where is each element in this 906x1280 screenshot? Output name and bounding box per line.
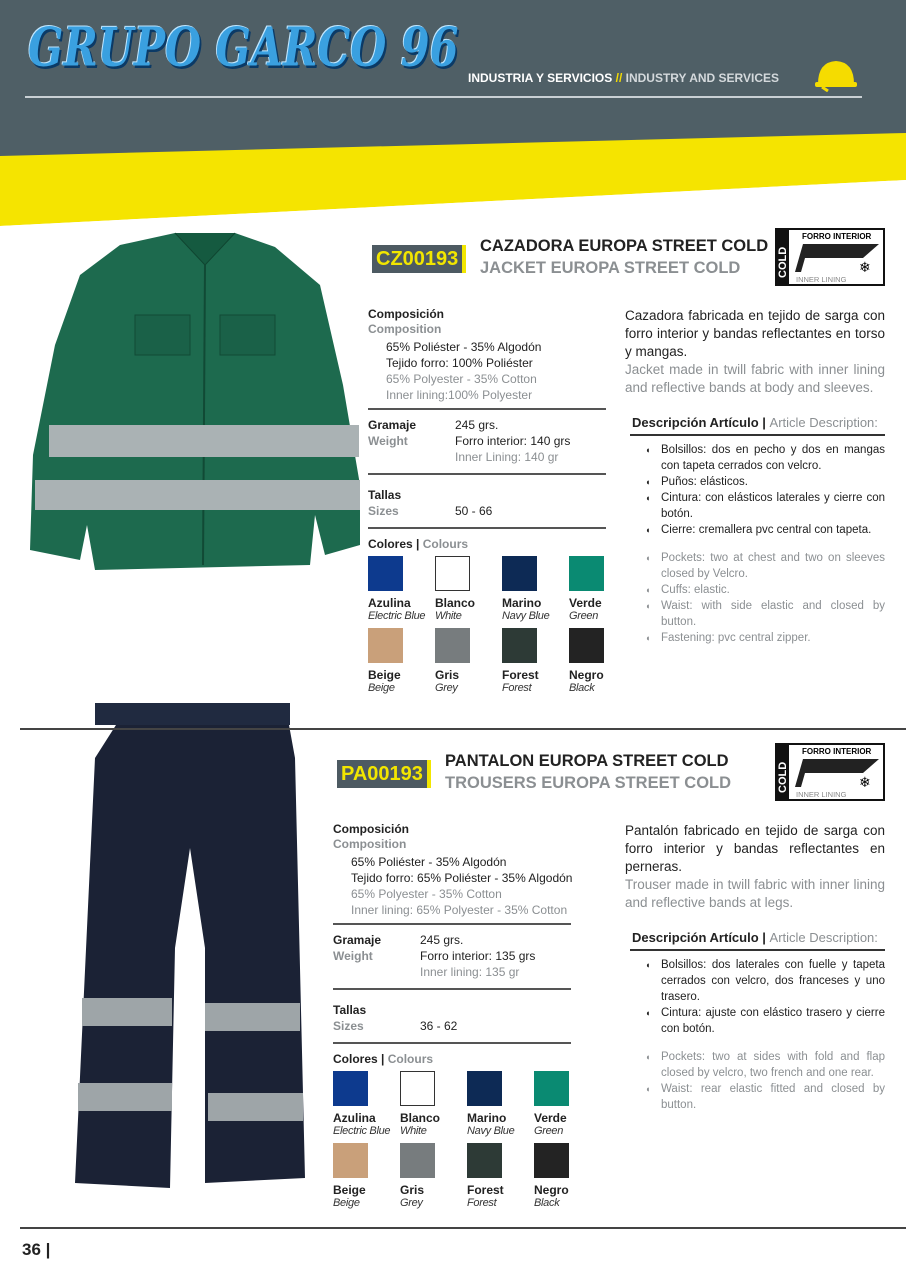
sizes-label-en: Sizes — [368, 504, 399, 518]
divider — [368, 527, 606, 529]
jacket-image — [25, 225, 365, 600]
composition-en-line: 65% Polyester - 35% Cotton — [386, 372, 537, 386]
weight-value-en: Inner lining: 135 gr — [420, 965, 520, 979]
colour-name-es: Gris — [400, 1183, 425, 1197]
colour-swatch-forest — [502, 628, 537, 663]
header-rule — [25, 96, 862, 98]
feature-item-es: ◖ Bolsillos: dos laterales con fuelle y tapeta cerrados con velcro, dos franceses y uno trasero. — [645, 957, 885, 1005]
divider — [630, 434, 885, 436]
colour-name-es: Beige — [333, 1183, 366, 1197]
colours-label-es: Colores — [368, 537, 413, 551]
composition-es-line: Tejido forro: 65% Poliéster - 35% Algodón — [351, 871, 573, 885]
tagline-es: INDUSTRIA Y SERVICIOS — [468, 71, 613, 85]
weight-value: Forro interior: 135 grs — [420, 949, 536, 963]
composition-en-line: Inner lining:100% Polyester — [386, 388, 533, 402]
composition-label-es: Composición — [333, 822, 410, 836]
tagline-separator: // — [615, 71, 623, 85]
feature-item-es: ◖ Bolsillos: dos en pecho y dos en mangas con tapeta cerrados con velcro. — [645, 442, 885, 474]
colour-swatch-beige — [333, 1143, 368, 1178]
features-heading: Descripción Artículo | Article Description: — [632, 415, 878, 430]
weight-label-en: Weight — [368, 434, 408, 448]
svg-text:COLD: COLD — [777, 246, 789, 278]
feature-item-en: ◖ Fastening: pvc central zipper. — [645, 630, 885, 646]
description-en: Jacket made in twill fabric with inner lining and reflective bands at body and sleeves. — [625, 362, 885, 395]
weight-value: 245 grs. — [455, 418, 499, 432]
features-gap — [645, 1037, 885, 1049]
divider — [333, 1042, 571, 1044]
colour-name-es: Forest — [502, 668, 539, 682]
colours-label-es: Colores — [333, 1052, 378, 1066]
colour-swatch-gris — [435, 628, 470, 663]
divider — [333, 988, 571, 990]
colour-swatch-verde — [534, 1071, 569, 1106]
product-title-en: TROUSERS EUROPA STREET COLD — [445, 774, 732, 792]
composition-label-es: Composición — [368, 307, 445, 321]
weight-value: 245 grs. — [420, 933, 464, 947]
colour-name-en: Forest — [502, 682, 532, 694]
colour-name-en: Grey — [435, 682, 458, 694]
cold-inner-lining-badge — [775, 228, 885, 286]
colour-swatch-beige — [368, 628, 403, 663]
colour-name-es: Negro — [569, 668, 604, 682]
svg-text:INNER LINING: INNER LINING — [796, 275, 847, 284]
sizes-value: 50 - 66 — [455, 504, 493, 518]
page-number: 36 | — [22, 1240, 51, 1259]
colours-label-en: Colours — [422, 537, 469, 551]
cold-inner-lining-badge — [775, 743, 885, 801]
colour-swatch-marino — [467, 1071, 502, 1106]
colour-swatch-blanco — [435, 556, 470, 591]
colour-name-es: Azulina — [368, 596, 411, 610]
colour-name-en: Black — [534, 1197, 560, 1209]
colour-name-es: Blanco — [435, 596, 476, 610]
composition-es-line: 65% Poliéster - 35% Algodón — [386, 340, 542, 354]
weight-value: Forro interior: 140 grs — [455, 434, 571, 448]
colour-swatch-marino — [502, 556, 537, 591]
tagline — [468, 71, 779, 85]
svg-text:INNER LINING: INNER LINING — [796, 790, 847, 799]
feature-item-es: ◖ Cierre: cremallera pvc central con tapeta. — [645, 522, 885, 538]
description-en: Trouser made in twill fabric with inner lining and reflective bands at legs. — [625, 877, 885, 910]
weight-label-es: Gramaje — [368, 418, 417, 432]
colour-name-es: Negro — [534, 1183, 569, 1197]
colour-swatch-azulina — [333, 1071, 368, 1106]
product-code: PA00193 — [337, 760, 431, 788]
product-title-es: PANTALON EUROPA STREET COLD — [445, 752, 729, 770]
tagline-en: INDUSTRY AND SERVICES — [625, 71, 779, 85]
composition-en-line: Inner lining: 65% Polyester - 35% Cotton — [351, 903, 568, 917]
colour-name-es: Marino — [467, 1111, 507, 1125]
colour-name-en: Grey — [400, 1197, 423, 1209]
colour-name-en: White — [435, 610, 462, 622]
colour-name-en: Forest — [467, 1197, 497, 1209]
colour-name-es: Verde — [569, 596, 602, 610]
divider — [630, 949, 885, 951]
features-heading-en: Article Description: — [769, 415, 878, 430]
features-gap — [645, 538, 885, 550]
features-list — [645, 957, 885, 1113]
colours-heading: Colores | Colours — [333, 1052, 434, 1066]
divider — [368, 408, 606, 410]
features-heading: Descripción Artículo | Article Description: — [632, 930, 878, 945]
logo: GRUPO GARCO 96 — [28, 16, 459, 79]
weight-label-en: Weight — [333, 949, 373, 963]
colour-name-es: Blanco — [400, 1111, 441, 1125]
colour-swatch-negro — [534, 1143, 569, 1178]
composition-label-en: Composition — [333, 837, 407, 851]
sizes-label-es: Tallas — [368, 488, 402, 502]
colour-swatch-azulina — [368, 556, 403, 591]
colour-name-es: Marino — [502, 596, 542, 610]
composition-es-line: Tejido forro: 100% Poliéster — [386, 356, 533, 370]
colour-name-en: Green — [569, 610, 599, 622]
feature-item-en: ◖ Waist: with side elastic and closed by button. — [645, 598, 885, 630]
colour-swatch-blanco — [400, 1071, 435, 1106]
svg-text:FORRO INTERIOR: FORRO INTERIOR — [802, 747, 872, 756]
colour-name-en: Black — [569, 682, 595, 694]
feature-item-en: ◖ Waist: rear elastic fitted and closed by button. — [645, 1081, 885, 1113]
feature-item-es: ◖ Puños: elásticos. — [645, 474, 885, 490]
feature-item-es: ◖ Cintura: ajuste con elástico trasero y cierre con botón. — [645, 1005, 885, 1037]
divider — [333, 923, 571, 925]
composition-en-line: 65% Polyester - 35% Cotton — [351, 887, 502, 901]
product-title-en: JACKET EUROPA STREET COLD — [480, 259, 741, 277]
composition-es-line: 65% Poliéster - 35% Algodón — [351, 855, 507, 869]
colour-name-en: Navy Blue — [467, 1125, 515, 1137]
colour-name-es: Beige — [368, 668, 401, 682]
product-title-es: CAZADORA EUROPA STREET COLD — [480, 237, 769, 255]
colour-swatch-gris — [400, 1143, 435, 1178]
colour-name-en: Electric Blue — [333, 1125, 391, 1137]
colour-swatch-verde — [569, 556, 604, 591]
colour-name-es: Gris — [435, 668, 460, 682]
section-divider — [20, 728, 906, 730]
description-es: Pantalón fabricado en tejido de sarga con forro interior y bandas reflectantes en perneras. — [625, 823, 885, 874]
description-es: Cazadora fabricada en tejido de sarga con forro interior y bandas reflectantes en torso y mangas. — [625, 308, 885, 359]
svg-text:FORRO INTERIOR: FORRO INTERIOR — [802, 232, 872, 241]
colour-swatch-negro — [569, 628, 604, 663]
trousers-image — [20, 698, 320, 1223]
colour-name-en: Beige — [333, 1197, 360, 1209]
colour-name-en: Navy Blue — [502, 610, 550, 622]
svg-text:COLD: COLD — [777, 761, 789, 793]
description-column — [625, 822, 887, 1113]
product-code: CZ00193 — [372, 245, 466, 273]
colour-name-en: Green — [534, 1125, 564, 1137]
colours-heading: Colores | Colours — [368, 537, 469, 551]
sizes-label-en: Sizes — [333, 1019, 364, 1033]
colours-label-en: Colours — [387, 1052, 434, 1066]
sizes-label-es: Tallas — [333, 1003, 367, 1017]
composition-label-en: Composition — [368, 322, 442, 336]
sizes-value: 36 - 62 — [420, 1019, 458, 1033]
feature-item-es: ◖ Cintura: con elásticos laterales y cierre con botón. — [645, 490, 885, 522]
page-number-value: 36 — [22, 1240, 41, 1259]
colour-name-en: White — [400, 1125, 427, 1137]
features-heading-es: Descripción Artículo — [632, 415, 759, 430]
colour-name-es: Azulina — [333, 1111, 376, 1125]
feature-item-en: ◖ Cuffs: elastic. — [645, 582, 885, 598]
colour-name-es: Verde — [534, 1111, 567, 1125]
weight-value-en: Inner Lining: 140 gr — [455, 450, 559, 464]
feature-item-en: ◖ Pockets: two at sides with fold and flap closed by velcro, two french and one rear. — [645, 1049, 885, 1081]
hard-hat-icon — [814, 58, 858, 92]
description-column — [625, 307, 887, 646]
features-heading-es: Descripción Artículo — [632, 930, 759, 945]
colour-name-en: Beige — [368, 682, 395, 694]
colour-name-es: Forest — [467, 1183, 504, 1197]
svg-text:❄: ❄ — [859, 259, 871, 275]
svg-text:❄: ❄ — [859, 774, 871, 790]
features-list — [645, 442, 885, 646]
colour-name-en: Electric Blue — [368, 610, 426, 622]
divider — [368, 473, 606, 475]
footer-rule — [20, 1227, 906, 1229]
weight-label-es: Gramaje — [333, 933, 382, 947]
features-heading-en: Article Description: — [769, 930, 878, 945]
feature-item-en: ◖ Pockets: two at chest and two on sleeves closed by Velcro. — [645, 550, 885, 582]
colour-swatch-forest — [467, 1143, 502, 1178]
